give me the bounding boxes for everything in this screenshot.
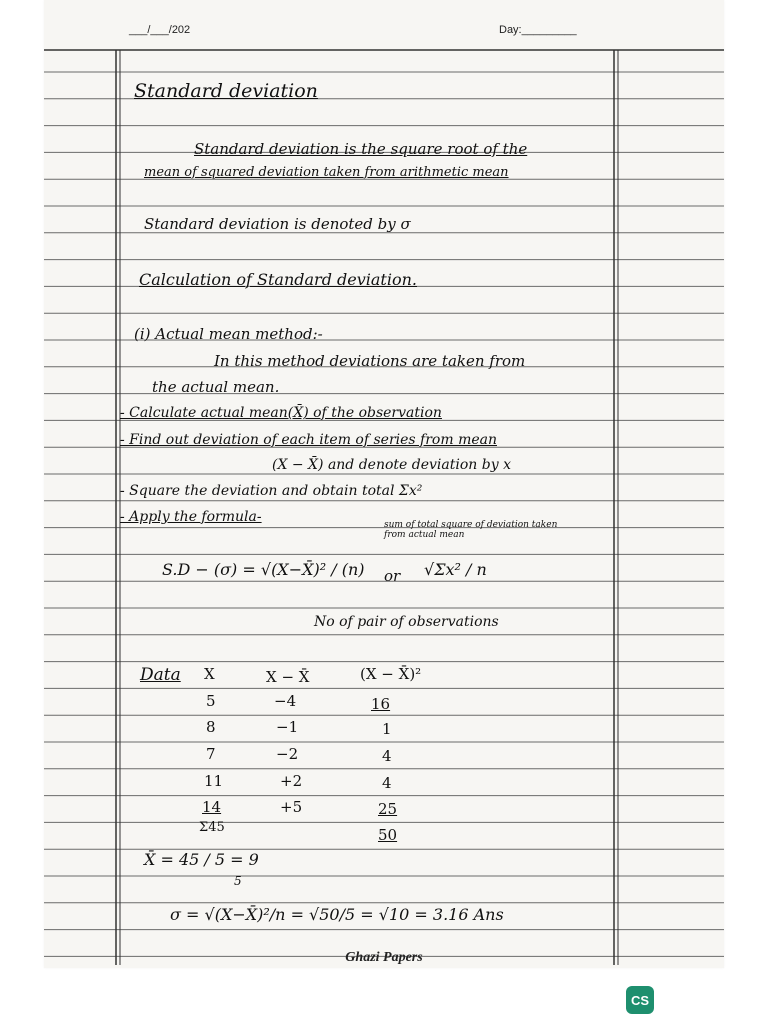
step-1: - Calculate actual mean(X̄) of the observation [120,405,442,421]
header-day: Day:_________ [499,24,577,36]
calc-heading: Calculation of Standard deviation. [139,270,417,289]
table-row-1-dev: −4 [274,692,297,710]
table-header-sq: (X − X̄)² [360,665,422,683]
table-row-1-sq: 16 [371,695,391,713]
table-sum-x: Σ45 [199,820,225,835]
data-label: Data [140,665,181,685]
footer-brand: Ghazi Papers [345,950,423,965]
table-header-dev: X − X̄ [266,668,310,686]
step-2-cont: (X − X̄) and denote deviation by x [272,457,511,473]
table-row-2-x: 8 [206,718,216,736]
method-desc-2: the actual mean. [152,378,280,396]
annotation-top: sum of total square of deviation taken from actual mean [384,520,558,540]
table-row-4-x: 11 [204,772,224,790]
step-4: - Apply the formula- [120,509,262,525]
table-row-2-sq: 1 [382,720,392,738]
table-row-3-sq: 4 [382,747,392,765]
step-2: - Find out deviation of each item of series from mean [120,432,497,448]
table-row-3-x: 7 [206,745,216,763]
table-sum-sq: 50 [378,826,398,844]
formula-or: or [384,567,401,585]
table-row-4-sq: 4 [382,774,392,792]
notebook-page [44,0,724,968]
denoted-text: Standard deviation is denoted by σ [144,215,411,233]
definition-line-1: Standard deviation is the square root of the [194,140,528,158]
table-row-4-dev: +2 [280,772,303,790]
final-calc: σ = √(X−X̄)²/n = √50/5 = √10 = 3.16 Ans [170,905,504,924]
step-3: - Square the deviation and obtain total Σx² [120,483,423,499]
camscanner-badge-icon: CS [626,986,654,1014]
formula-right: √Σx² / n [424,560,487,579]
definition-line-2: mean of squared deviation taken from arithmetic mean [144,165,509,180]
header-date: ___/___/202 [129,24,191,36]
table-header-x: X [204,665,215,683]
table-row-5-sq: 25 [378,800,398,818]
table-row-3-dev: −2 [276,745,299,763]
mean-calc: X̄ = 45 / 5 = 9 [144,850,259,869]
table-row-5-x: 14 [202,798,222,816]
method-heading: (i) Actual mean method:- [134,325,323,343]
table-row-5-dev: +5 [280,798,303,816]
formula-left: S.D − (σ) = √(X−X̄)² / (n) [162,560,365,579]
page-title: Standard deviation [134,80,318,102]
method-desc-1: In this method deviations are taken from [214,352,526,370]
table-row-1-x: 5 [206,692,216,710]
annotation-bottom: No of pair of observations [314,614,499,630]
mean-denominator: 5 [234,874,242,888]
table-row-2-dev: −1 [276,718,299,736]
